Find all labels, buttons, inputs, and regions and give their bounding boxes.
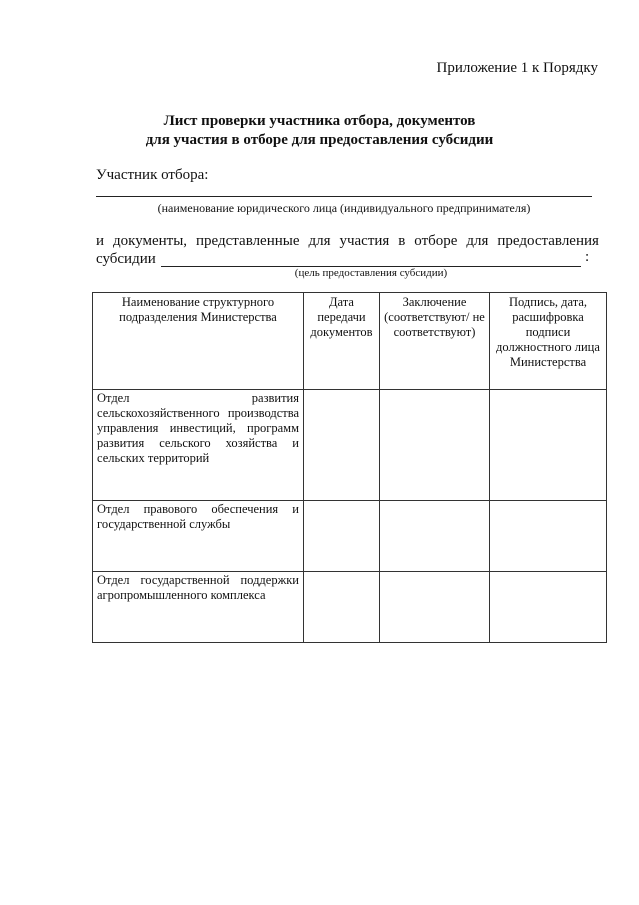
- header-department: Наименование структурного подразделения Министерства: [93, 293, 304, 390]
- date-cell[interactable]: [304, 572, 380, 643]
- documents-word: участия: [339, 233, 390, 249]
- title-line-1: Лист проверки участника отбора, документов: [163, 113, 476, 129]
- signature-cell[interactable]: [490, 572, 607, 643]
- purpose-hint: (цель предоставления субсидии): [294, 267, 448, 279]
- header-conclusion: Заключение (соответствуют/ не соответствуют): [380, 293, 490, 390]
- department-cell: Отдел правового обеспечения и государственной службы: [93, 501, 304, 572]
- documents-word: для: [466, 233, 489, 249]
- documents-word: в: [398, 233, 406, 249]
- signature-cell[interactable]: [490, 501, 607, 572]
- department-cell: Отдел развития сельскохозяйственного производства управления инвестиций, программ развития сельского хозяйства и сельских территорий: [93, 390, 304, 501]
- participant-label: Участник отбора:: [96, 167, 209, 183]
- documents-word: представленные: [196, 233, 300, 249]
- documents-word: для: [308, 233, 331, 249]
- header-signature: Подпись, дата, расшифровка подписи должностного лица Министерства: [490, 293, 607, 390]
- conclusion-cell[interactable]: [380, 501, 490, 572]
- date-cell[interactable]: [304, 390, 380, 501]
- table-row: [93, 390, 607, 501]
- conclusion-cell[interactable]: [380, 390, 490, 501]
- documents-word: документы,: [112, 233, 188, 249]
- documents-line-2-start: субсидии: [96, 251, 156, 267]
- date-cell[interactable]: [304, 501, 380, 572]
- documents-line-1: [96, 233, 599, 250]
- signature-cell[interactable]: [490, 390, 607, 501]
- appendix-label: Приложение 1 к Порядку: [436, 60, 598, 76]
- verification-table: [92, 292, 607, 643]
- department-cell: Отдел государственной поддержки агропромышленного комплекса: [93, 572, 304, 643]
- table-row: [93, 501, 607, 572]
- document-title: [0, 112, 639, 150]
- documents-word: отборе: [414, 233, 458, 249]
- conclusion-cell[interactable]: [380, 572, 490, 643]
- table-row: [93, 572, 607, 643]
- documents-colon: :: [585, 249, 590, 265]
- participant-fill-line: [96, 196, 592, 197]
- documents-word: предоставления: [497, 233, 599, 249]
- header-date: Дата передачи документов: [304, 293, 380, 390]
- title-line-2: для участия в отборе для предоставления субсидии: [145, 132, 494, 148]
- table-header-row: [93, 293, 607, 390]
- documents-word: и: [96, 233, 105, 249]
- participant-hint: (наименование юридического лица (индивидуального предпринимателя): [157, 201, 531, 215]
